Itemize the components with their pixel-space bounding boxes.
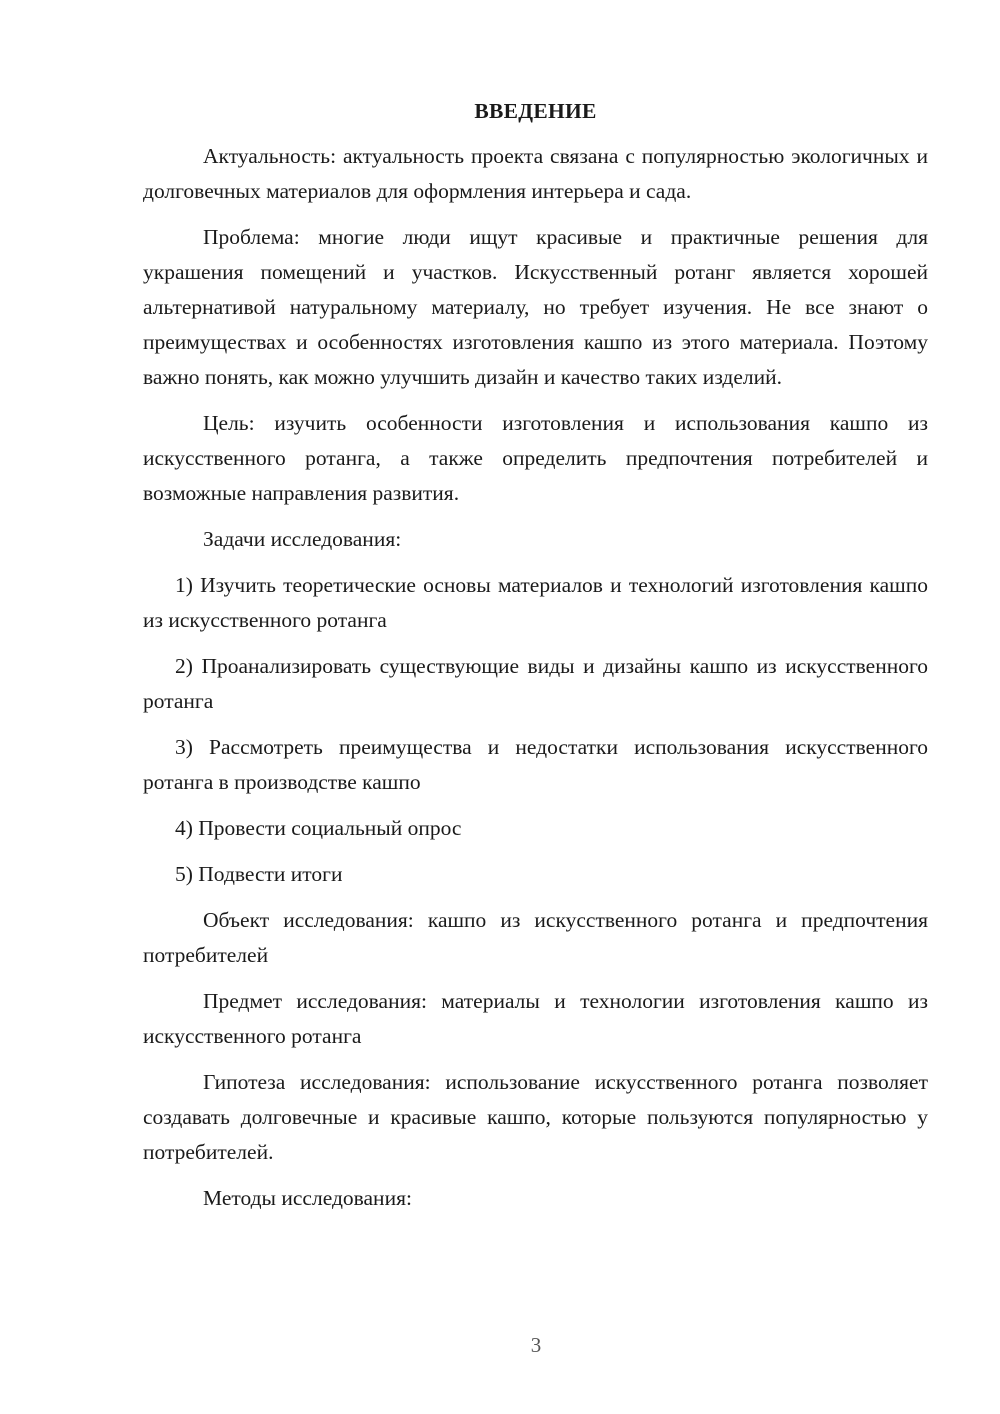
task-item-2: 2) Проанализировать существующие виды и дизайны кашпо из искусственного ротанга <box>143 654 928 713</box>
goal-paragraph: Цель: изучить особенности изготовления и использования кашпо из искусственного ротанга, а также определить предпочтения потребителей и возможные направления развития. <box>143 411 928 505</box>
task-item-3: 3) Рассмотреть преимущества и недостатки использования искусственного ротанга в производстве кашпо <box>143 735 928 794</box>
task-item-1: 1) Изучить теоретические основы материалов и технологий изготовления кашпо из искусственного ротанга <box>143 573 928 632</box>
tasks-heading: Задачи исследования: <box>203 527 402 551</box>
subject-paragraph: Предмет исследования: материалы и технологии изготовления кашпо из искусственного ротанга <box>143 989 928 1048</box>
page-title: ВВЕДЕНИЕ <box>474 99 597 123</box>
page-number: 3 <box>530 1333 542 1357</box>
object-paragraph: Объект исследования: кашпо из искусственного ротанга и предпочтения потребителей <box>143 908 928 967</box>
relevance-paragraph: Актуальность: актуальность проекта связана с популярностью экологичных и долговечных материалов для оформления интерьера и сада. <box>143 144 928 203</box>
methods-heading: Методы исследования: <box>203 1186 412 1210</box>
task-item-5: 5) Подвести итоги <box>175 862 343 886</box>
page-content <box>143 95 928 1227</box>
problem-paragraph: Проблема: многие люди ищут красивые и практичные решения для украшения помещений и участков. Искусственный ротанг является хорошей альтернативой натуральному материалу, но требует изучения. Не все знают о преимуществах и особенностях изготовления кашпо из этого материала. Поэтому важно понять, как можно улучшить дизайн и качество таких изделий. <box>143 225 928 389</box>
task-item-4: 4) Провести социальный опрос <box>175 816 462 840</box>
hypothesis-paragraph: Гипотеза исследования: использование искусственного ротанга позволяет создавать долговечные и красивые кашпо, которые пользуются популярностью у потребителей. <box>143 1070 928 1164</box>
